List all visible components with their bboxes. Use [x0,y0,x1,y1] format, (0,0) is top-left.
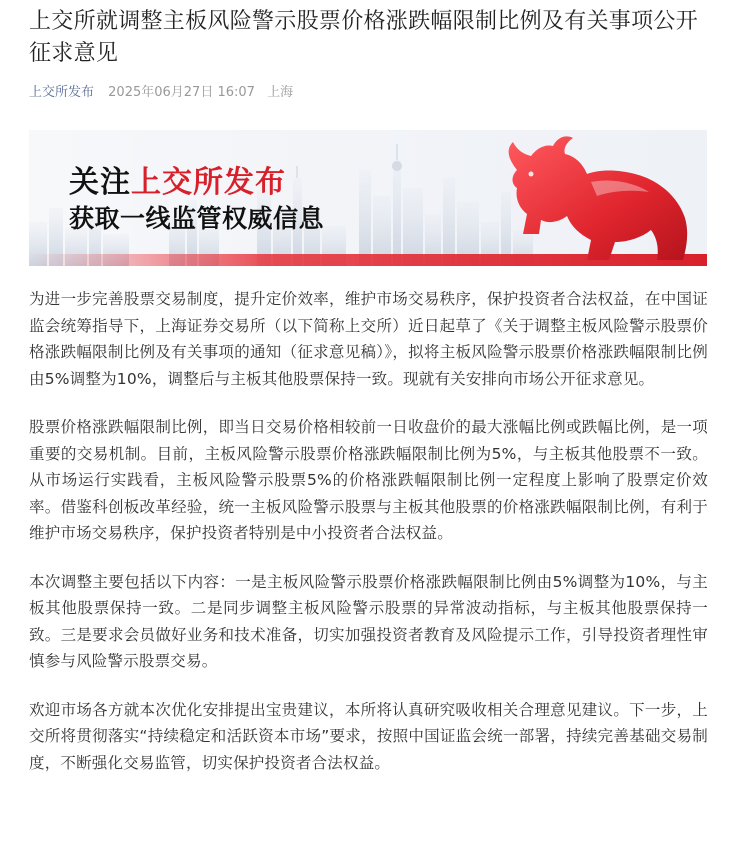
article-title: 上交所就调整主板风险警示股票价格涨跌幅限制比例及有关事项公开征求意见 [29,9,699,66]
body-paragraph-4: 欢迎市场各方就本次优化安排提出宝贵建议，本所将认真研究吸收相关合理意见建议。下一步，上交所将贯彻落实“持续稳定和活跃资本市场”要求，按照中国证监会统一部署，持续完善基础交易制度，不断强化交易监管，切实保护投资者合法权益。 [29,700,708,772]
body-paragraph-2: 股票价格涨跌幅限制比例，即当日交易价格相较前一日收盘价的最大涨幅比例或跌幅比例，是一项重要的交易机制。目前，主板风险警示股票价格涨跌幅限制比例为5%，与主板其他股票不一致。从市场运行实践看，主板风险警示股票5%的价格涨跌幅限制比例一定程度上影响了股票定价效率。借鉴科创板改革经验，统一主板风险警示股票与主板其他股票的价格涨跌幅限制比例，有利于维护市场交易秩序，保护投资者特别是中小投资者合法权益。 [29,418,708,542]
article-meta [29,84,708,102]
account-name-link[interactable]: 上交所发布 [29,85,95,100]
body-paragraph-3: 本次调整主要包括以下内容：一是主板风险警示股票价格涨跌幅限制比例由5%调整为10%，与主板其他股票保持一致。二是同步调整主板风险警示股票的异常波动指标，与主板其他股票保持一致。三是要求会员做好业务和技术准备，切实加强投资者教育及风险提示工作，引导投资者理性审慎参与风险警示股票交易。 [29,572,708,670]
banner-headline [69,164,286,202]
banner-headline-accent: 上交所发布 [131,165,286,200]
body-paragraph-1: 为进一步完善股票交易制度，提升定价效率，维护市场交易秩序，保护投资者合法权益，在中国证监会统筹指导下，上海证券交易所（以下简称上交所）近日起草了《关于调整主板风险警示股票价格涨跌幅限制比例及有关事项的通知（征求意见稿）》，拟将主板风险警示股票价格涨跌幅限制比例由5%调整为10%，调整后与主板其他股票保持一致。现就有关安排向市场公开征求意见。 [29,290,708,388]
header-banner-image [29,130,707,266]
banner-subheadline: 获取一线监管权威信息 [69,204,325,233]
banner-headline-prefix: 关注 [69,165,131,200]
publish-location: 上海 [267,85,294,100]
article-body [29,286,708,776]
publish-datetime: 2025年06月27日 16:07 [108,85,255,100]
red-bull-icon [487,130,707,266]
